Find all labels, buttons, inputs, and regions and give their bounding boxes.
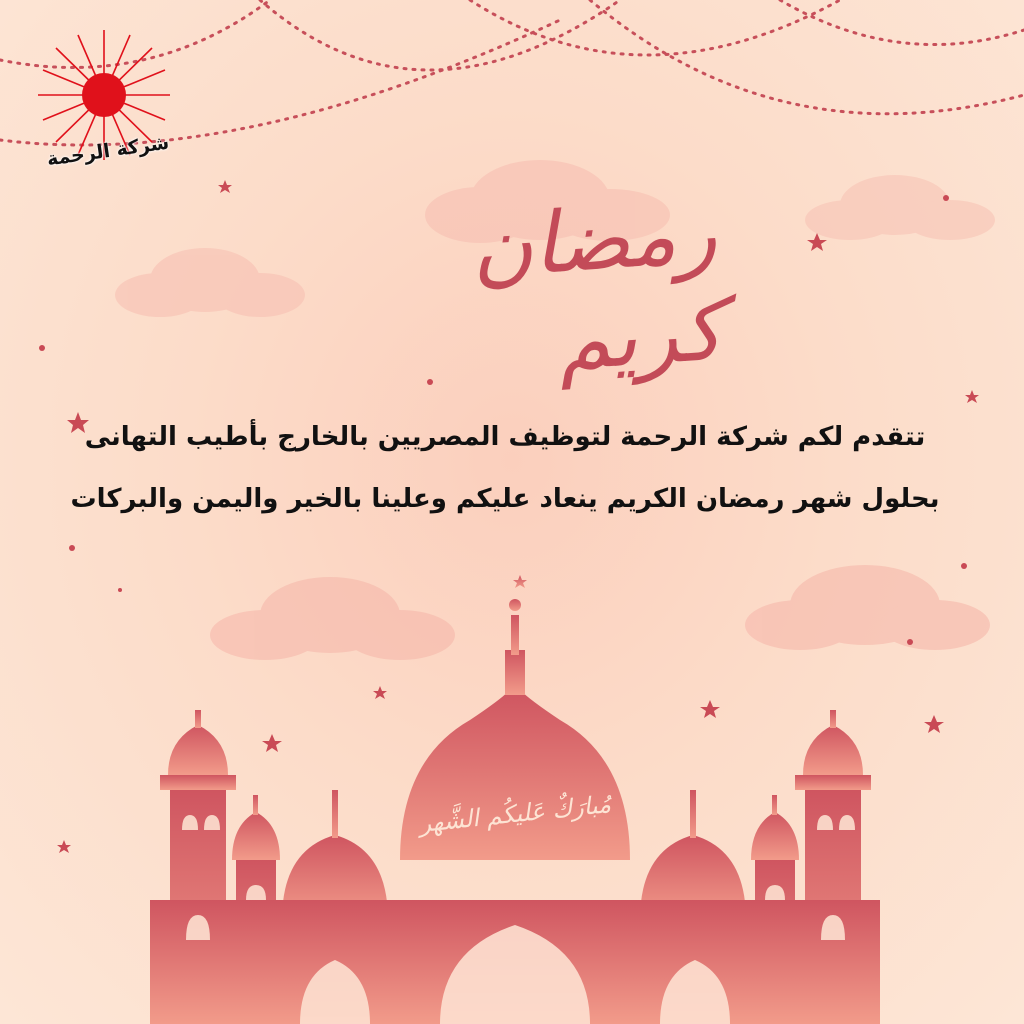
page-title: رمضان كريم	[467, 182, 727, 390]
greeting-line-2: بحلول شهر رمضان الكريم ينعاد عليكم وعلينا بالخير واليمن والبركات	[70, 484, 940, 514]
cloud-icon	[745, 565, 990, 650]
greeting-message	[70, 406, 940, 530]
cloud-icon	[210, 577, 455, 660]
logo-text: شركة الرحمة	[45, 131, 171, 171]
cloud-icon	[805, 175, 995, 240]
greeting-line-1: تتقدم لكم شركة الرحمة لتوظيف المصريين بالخارج بأطيب التهانى	[84, 422, 926, 452]
cloud-icon	[115, 248, 305, 317]
dome-caption: مُبارَكٌ عَليكُم الشَّهر	[417, 790, 613, 838]
